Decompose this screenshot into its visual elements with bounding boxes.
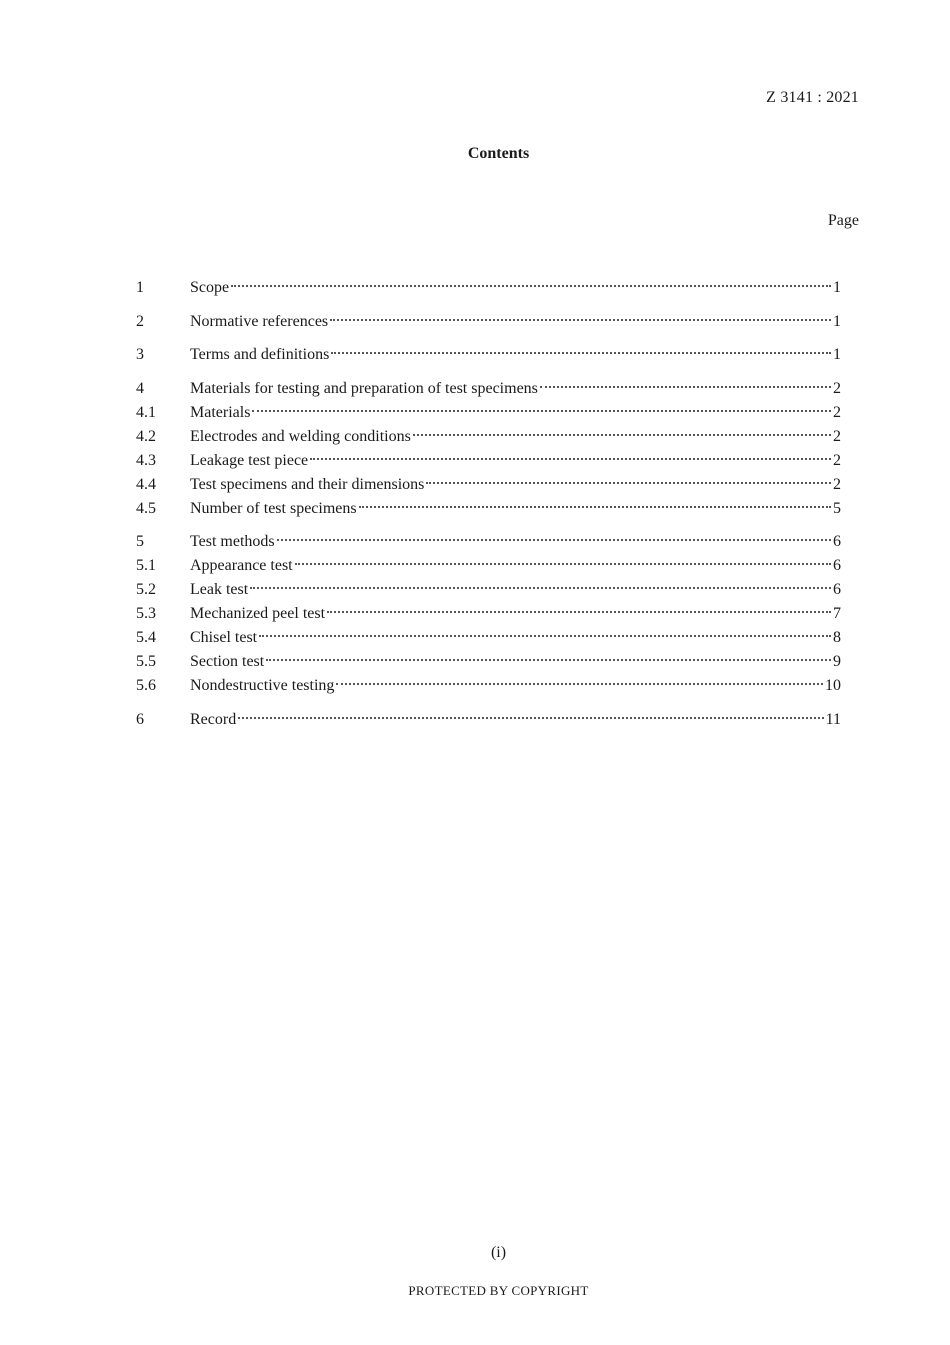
doc-number: Z 3141 : 2021 [766,89,859,106]
toc-entry-number: 5.4 [136,629,156,646]
toc-entry-title: Leakage test piece [190,451,309,469]
toc-entry-page: 9 [833,653,841,670]
toc-entry-title: Terms and definitions [190,346,330,363]
toc-entry-title: Materials [190,403,251,421]
toc-entry-page: 2 [833,475,841,493]
toc-entry-number: 3 [136,346,144,363]
toc-entry-title: Section test [190,653,265,670]
toc-entry[interactable] [136,401,841,425]
toc-entry-page: 7 [833,605,841,622]
toc-entry-title: Nondestructive testing [190,677,335,694]
toc-entry-page: 2 [833,451,841,469]
dot-leader [540,386,831,388]
toc-entry-title: Appearance test [190,557,293,574]
toc-entry-title: Chisel test [190,629,258,646]
dot-leader [413,434,831,436]
toc-entry-title: Electrodes and welding conditions [190,427,411,445]
toc-entry-title: Materials for testing and preparation of test specimens [190,379,538,397]
toc-entry-number: 5.3 [136,605,156,622]
toc-entry[interactable] [136,530,841,554]
toc-entry-number: 4.4 [136,475,156,493]
toc-entry-page: 6 [833,581,841,598]
toc-entry[interactable] [136,425,841,449]
toc-entry-number: 4 [136,379,144,397]
toc-entry-page: 11 [825,710,841,728]
toc-entry[interactable] [136,650,841,674]
dot-leader [336,683,823,685]
toc-entry[interactable] [136,578,841,602]
toc-entry-title: Leak test [190,581,249,598]
toc-entry-page: 2 [833,427,841,445]
toc-entry[interactable] [136,708,841,732]
toc-entry[interactable] [136,626,841,650]
page-title: Contents [467,145,530,162]
toc-entry[interactable] [136,674,841,698]
toc-entry-title: Scope [190,279,230,296]
page-folio: (i) [490,1244,507,1261]
toc-entry-title: Test methods [190,533,275,550]
toc-entry[interactable] [136,343,841,367]
toc-entry-page: 6 [833,533,841,550]
dot-leader [266,659,831,661]
dot-leader [327,611,831,613]
toc-entry-number: 4.3 [136,451,156,469]
toc-entry-number: 5.5 [136,653,156,670]
dot-leader [295,563,831,565]
toc-entry-page: 1 [833,279,841,296]
dot-leader [310,458,831,460]
toc-entry-page: 8 [833,629,841,646]
dot-leader [231,285,831,287]
toc-entry-title: Record [190,710,237,728]
dot-leader [331,352,831,354]
toc-entry[interactable] [136,449,841,473]
copyright-notice: PROTECTED BY COPYRIGHT [408,1283,589,1298]
toc-entry[interactable] [136,554,841,578]
toc-entry-page: 2 [833,379,841,397]
page-column-label: Page [827,212,859,229]
toc-entry-title: Normative references [190,312,329,330]
dot-leader [277,539,831,541]
toc-entry-page: 10 [825,677,841,694]
toc-entry-number: 6 [136,710,144,728]
toc-entry-number: 4.1 [136,403,156,421]
toc-entry-title: Test specimens and their dimensions [190,475,425,493]
toc-entry-page: 5 [833,499,841,517]
dot-leader [359,506,831,508]
dot-leader [330,319,831,321]
toc-entry-title: Mechanized peel test [190,605,326,622]
dot-leader [238,717,823,719]
dot-leader [426,482,831,484]
toc-entry-number: 5.1 [136,557,156,574]
toc-entry-number: 2 [136,312,144,330]
toc-entry[interactable] [136,497,841,521]
toc-entry[interactable] [136,602,841,626]
toc-entry[interactable] [136,310,841,334]
toc-entry-number: 1 [136,279,144,296]
toc-entry-number: 4.2 [136,427,156,445]
toc-entry[interactable] [136,377,841,401]
toc-entry-page: 2 [833,403,841,421]
toc-entry[interactable] [136,276,841,300]
toc-entry-title: Number of test specimens [190,499,357,517]
toc-entry-number: 5.6 [136,677,156,694]
dot-leader [259,635,831,637]
toc-entry-page: 6 [833,557,841,574]
dot-leader [250,587,831,589]
toc-entry-page: 1 [833,312,841,330]
toc-entry[interactable] [136,473,841,497]
toc-entry-number: 5 [136,533,144,550]
toc-entry-number: 5.2 [136,581,156,598]
toc-entry-page: 1 [833,346,841,363]
table-of-contents [136,276,841,732]
toc-entry-number: 4.5 [136,499,156,517]
dot-leader [252,410,831,412]
